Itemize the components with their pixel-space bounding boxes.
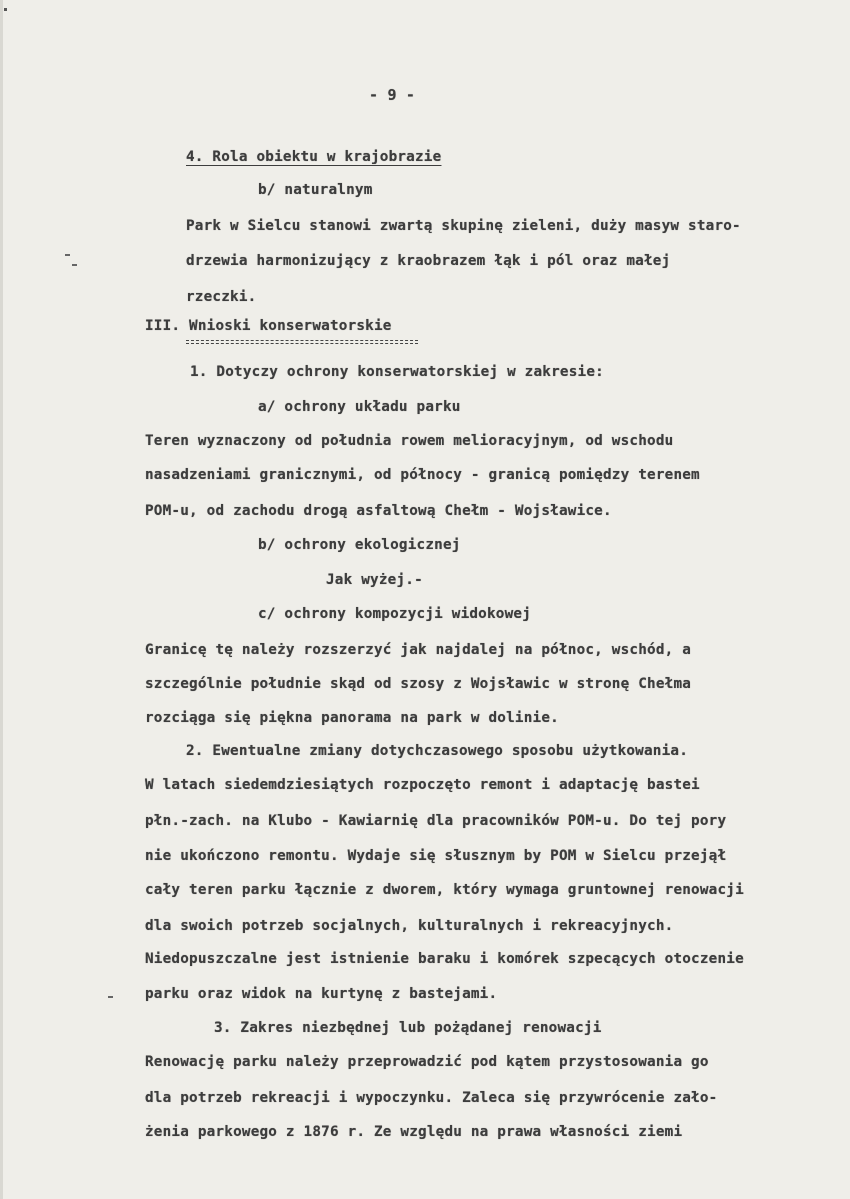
text-line: W latach siedemdziesiątych rozpoczęto remont i adaptację bastei [145,777,700,793]
margin-mark [72,264,77,266]
text-line: rozciąga się piękna panorama na park w dolinie. [145,710,559,726]
text-line: Jak wyżej.- [326,572,423,588]
text-line: drzewia harmonizujący z kraobrazem łąk i pól oraz małej [186,253,671,269]
text-line: Park w Sielcu stanowi zwartą skupinę zieleni, duży masyw staro- [186,218,741,234]
text-line: Granicę tę należy rozszerzyć jak najdalej na północ, wschód, a [145,642,692,658]
text-line: Renowację parku należy przeprowadzić pod kątem przystosowania go [145,1054,709,1070]
subheading: b/ ochrony ekologicznej [258,537,461,553]
text-line: żenia parkowego z 1876 r. Ze względu na prawa własności ziemi [145,1124,683,1140]
double-underline [186,340,418,344]
text-line: Niedopuszczalne jest istnienie baraku i komórek szpecących otoczenie [145,951,744,967]
text-line: parku oraz widok na kurtynę z bastejami. [145,986,498,1002]
text-line: szczególnie południe skąd od szosy z Wojsławic w stronę Chełma [145,676,692,692]
subheading: 2. Ewentualne zmiany dotychczasowego sposobu użytkowania. [186,743,689,759]
subheading: 3. Zakres niezbędnej lub pożądanej renowacji [214,1020,602,1036]
subheading: a/ ochrony układu parku [258,399,461,415]
subheading: b/ naturalnym [258,182,373,198]
scan-edge [0,0,3,1199]
text-line: dla swoich potrzeb socjalnych, kulturalnych i rekreacyjnych. [145,918,674,934]
text-line: POM-u, od zachodu drogą asfaltową Chełm - Wojsławice. [145,503,612,519]
margin-mark [65,254,70,256]
scan-mark [4,8,7,11]
text-line: rzeczki. [186,289,257,305]
text-line: cały teren parku łącznie z dworem, który wymaga gruntownej renowacji [145,882,744,898]
margin-mark [108,996,113,998]
text-line: płn.-zach. na Klubo - Kawiarnię dla pracowników POM-u. Do tej pory [145,813,727,829]
text-line: nasadzeniami granicznymi, od północy - granicą pomiędzy terenem [145,467,700,483]
text-line: Teren wyznaczony od południa rowem melioracyjnym, od wschodu [145,433,674,449]
section-heading: 4. Rola obiektu w krajobrazie [186,149,442,165]
subheading: 1. Dotyczy ochrony konserwatorskiej w zakresie: [190,364,604,380]
page-number: - 9 - [369,86,416,104]
text-line: nie ukończono remontu. Wydaje się słusznym by POM w Sielcu przejął [145,848,727,864]
subheading: c/ ochrony kompozycji widokowej [258,606,532,622]
text-line: dla potrzeb rekreacji i wypoczynku. Zaleca się przywrócenie zało- [145,1090,718,1106]
chapter-heading: III. Wnioski konserwatorskie [145,318,392,334]
